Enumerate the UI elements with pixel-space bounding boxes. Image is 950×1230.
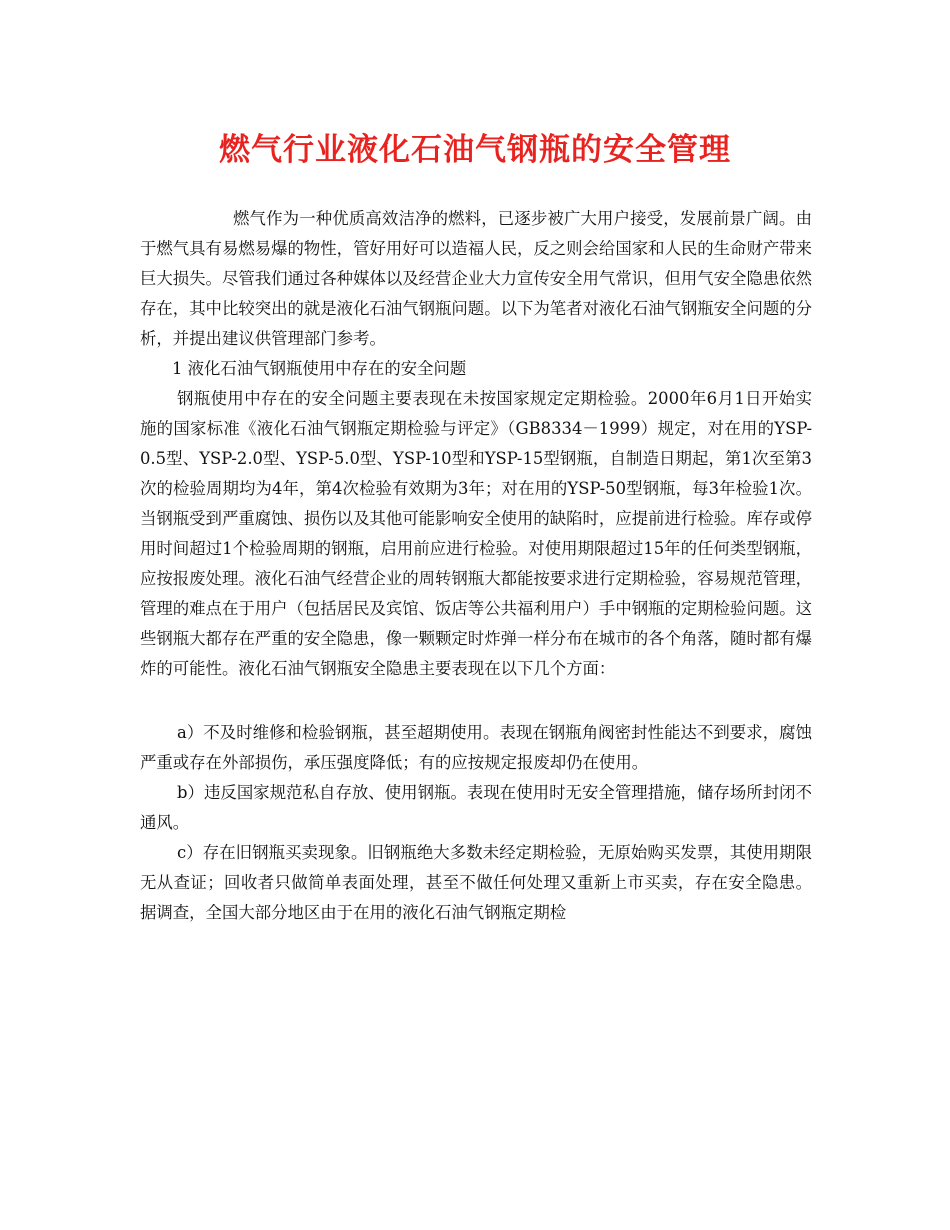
list-item-a: a）不及时维修和检验钢瓶，甚至超期使用。表现在钢瓶角阀密封性能达不到要求，腐蚀严重或存在外部损伤，承压强度降低；有的应按规定报废却仍在使用。	[140, 723, 812, 772]
list-item-c: c）存在旧钢瓶买卖现象。旧钢瓶绝大多数未经定期检验，无原始购买发票，其使用期限无从查证；回收者只做简单表面处理，甚至不做任何处理又重新上市买卖，存在安全隐患。 据调查，全国大部分地区由于在用的液化石油气钢瓶定期检	[140, 843, 812, 922]
section-1-body: 钢瓶使用中存在的安全问题主要表现在未按国家规定定期检验。2000年6月1日开始实施的国家标准《液化石油气钢瓶定期检验与评定》（GB8334－1999）规定，对在用的YSP-0.5型、YSP-2.0型、YSP-5.0型、YSP-10型和YSP-15型钢瓶，自制造日期起，第1次至第3次的检验周期均为4年，第4次检验有效期为3年；对在用的YSP-50型钢瓶，每3年检验1次。当钢瓶受到严重腐蚀、损伤以及其他可能影响安全使用的缺陷时，应提前进行检验。库存或停用时间超过1个检验周期的钢瓶，启用前应进行检验。对使用期限超过15年的任何类型钢瓶，应按报废处理。液化石油气经营企业的周转钢瓶大都能按要求进行定期检验，容易规范管理，管理的难点在于用户（包括居民及宾馆、饭店等公共福利用户）手中钢瓶的定期检验问题。这些钢瓶大都存在严重的安全隐患，像一颗颗定时炸弹一样分布在城市的各个角落，随时都有爆炸的可能性。液化石油气钢瓶安全隐患主要表现在以下几个方面：	[140, 389, 813, 678]
document-title: 燃气行业液化石油气钢瓶的安全管理	[219, 132, 731, 168]
document-body	[140, 204, 812, 928]
section-1-heading: 1 液化石油气钢瓶使用中存在的安全问题	[172, 359, 467, 378]
list-item-b: b）违反国家规范私自存放、使用钢瓶。表现在使用时无安全管理措施，储存场所封闭不通风。	[140, 783, 812, 832]
intro-paragraph: 燃气作为一种优质高效洁净的燃料，已逐步被广大用户接受，发展前景广阔。由于燃气具有易燃易爆的物性，管好用好可以造福人民，反之则会给国家和人民的生命财产带来巨大损失。尽管我们通过各种媒体以及经营企业大力宣传安全用气常识，但用气安全隐患依然存在，其中比较突出的就是液化石油气钢瓶问题。以下为笔者对液化石油气钢瓶安全问题的分析，并提出建议供管理部门参考。	[140, 209, 813, 348]
